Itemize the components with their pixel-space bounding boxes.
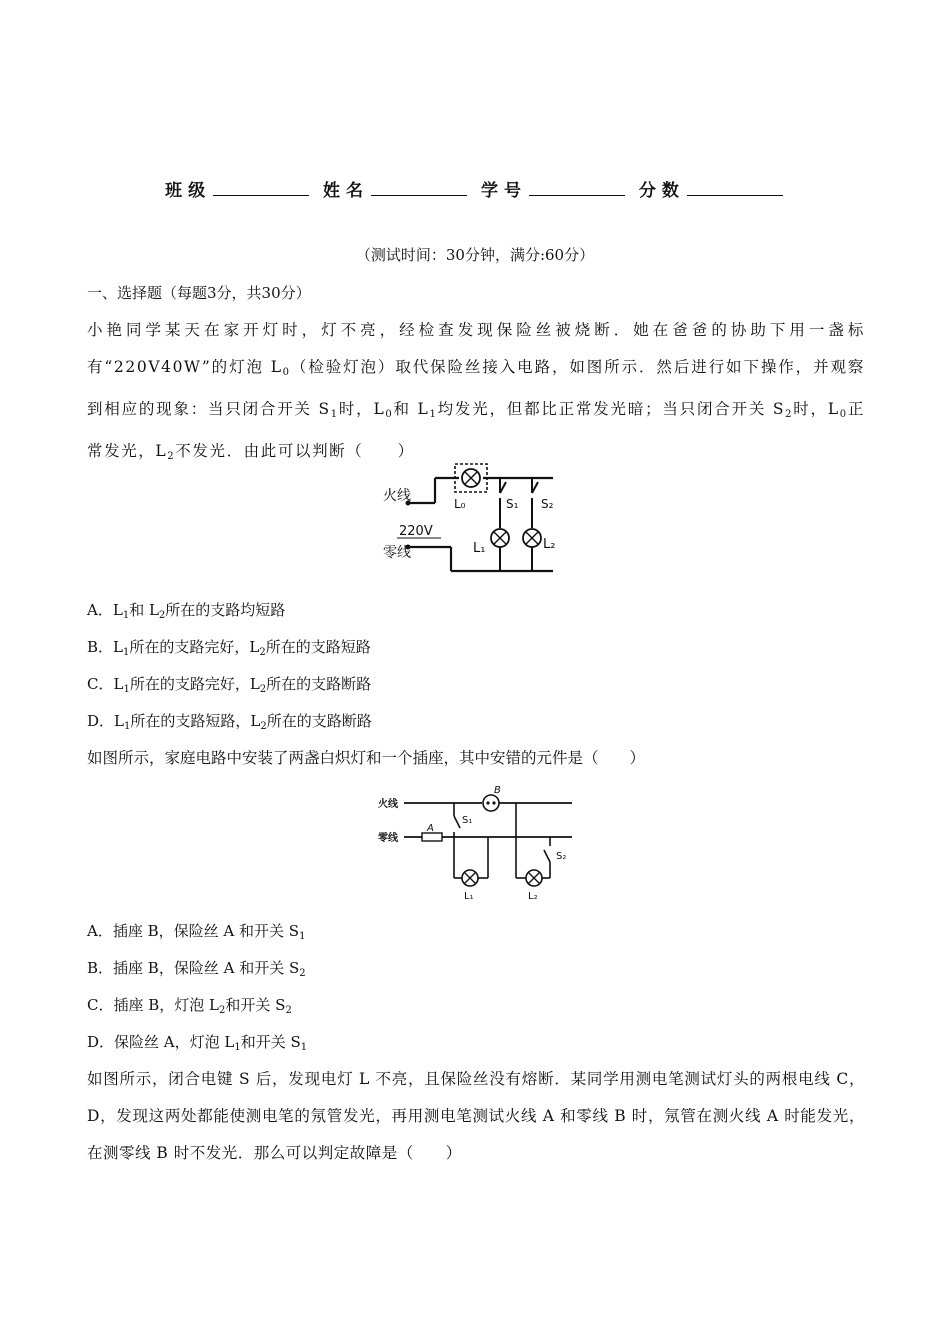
name-label: 姓名 (323, 181, 370, 201)
live-wire-label: 火线 (378, 799, 398, 810)
question-3-stem: 如图所示，闭合电键 S 后，发现电灯 L 不亮，且保险丝没有熔断．某同学用测电笔测试灯头的两根电线 C，D，发现这两处都能使测电笔的氖管发光，再用测电笔测试火线 A 和零线 B 时，氖管在测火线 A 时能发光，在测零线 B 时不发光．那么可以判定故障是（ ） (87, 1070, 865, 1162)
question-2-option-c[interactable]: C．插座 B，灯泡 $L_2$和开关 $S_2$ (87, 996, 292, 1016)
name-blank (371, 177, 467, 196)
live-wire-label: 火线 (383, 488, 411, 504)
question-2-option-d[interactable]: D．保险丝 A，灯泡 $L_1$和开关 $S_1$ (87, 1033, 308, 1053)
question-1-option-a[interactable]: A．$L_1$和 $L_2$所在的支路均短路 (87, 601, 286, 621)
s2-label: S₂ (556, 851, 567, 862)
question-2-option-a[interactable]: A．插座 B，保险丝 A 和开关 $S_1$ (87, 922, 306, 942)
voltage-label: 220V (399, 524, 433, 539)
question-2-circuit-diagram (378, 786, 578, 904)
l1-label: L₁ (473, 541, 486, 556)
student-info-header (0, 176, 950, 201)
socket-b-label: B (494, 786, 501, 796)
score-blank (687, 177, 783, 196)
score-label: 分数 (638, 181, 685, 201)
neutral-wire-label: 零线 (378, 833, 398, 844)
l2-label: L₂ (543, 537, 556, 552)
class-label: 班级 (165, 181, 212, 201)
neutral-wire-label: 零线 (383, 545, 411, 561)
question-1-stem: 小艳同学某天在家开灯时，灯不亮，经检查发现保险丝被烧断．她在爸爸的协助下用一盏标有“220V40W”的灯泡 $L_0$（检验灯泡）取代保险丝接入电路，如图所示．然后进行如下操作，并观察到相应的现象：当只闭合开关 $S_1$时，$L_0$和 $L_1$均发光，但都比正常发光暗；当只闭合开关 $S_2$时，$L_0$正常发光，$L_2$不发光．由此可以判断（ ） (87, 321, 865, 462)
l2-label: L₂ (528, 891, 538, 902)
question-2-option-b[interactable]: B．插座 B，保险丝 A 和开关 $S_2$ (87, 959, 306, 979)
fuse-a-label: A (427, 823, 434, 834)
l1-label: L₁ (464, 891, 474, 902)
question-1-option-d[interactable]: D．$L_1$所在的支路短路，$L_2$所在的支路断路 (87, 712, 372, 732)
time-note: （测试时间：30分钟，满分:60分） (355, 246, 595, 264)
id-label: 学号 (480, 181, 527, 201)
s1-label: S₁ (506, 497, 519, 511)
section-title: 一、选择题（每题3分，共30分） (87, 284, 311, 302)
id-blank (529, 177, 625, 196)
class-blank (213, 177, 309, 196)
question-1-circuit-diagram (375, 458, 565, 578)
s1-label: S₁ (462, 815, 473, 826)
question-1-option-c[interactable]: C．$L_1$所在的支路完好，$L_2$所在的支路断路 (87, 675, 372, 695)
s2-label: S₂ (541, 497, 554, 511)
question-2-stem: 如图所示，家庭电路中安装了两盏白炽灯和一个插座，其中安错的元件是（ ） (87, 749, 646, 767)
question-1-option-b[interactable]: B．$L_1$所在的支路完好，$L_2$所在的支路短路 (87, 638, 371, 658)
l0-label: L₀ (454, 497, 466, 511)
